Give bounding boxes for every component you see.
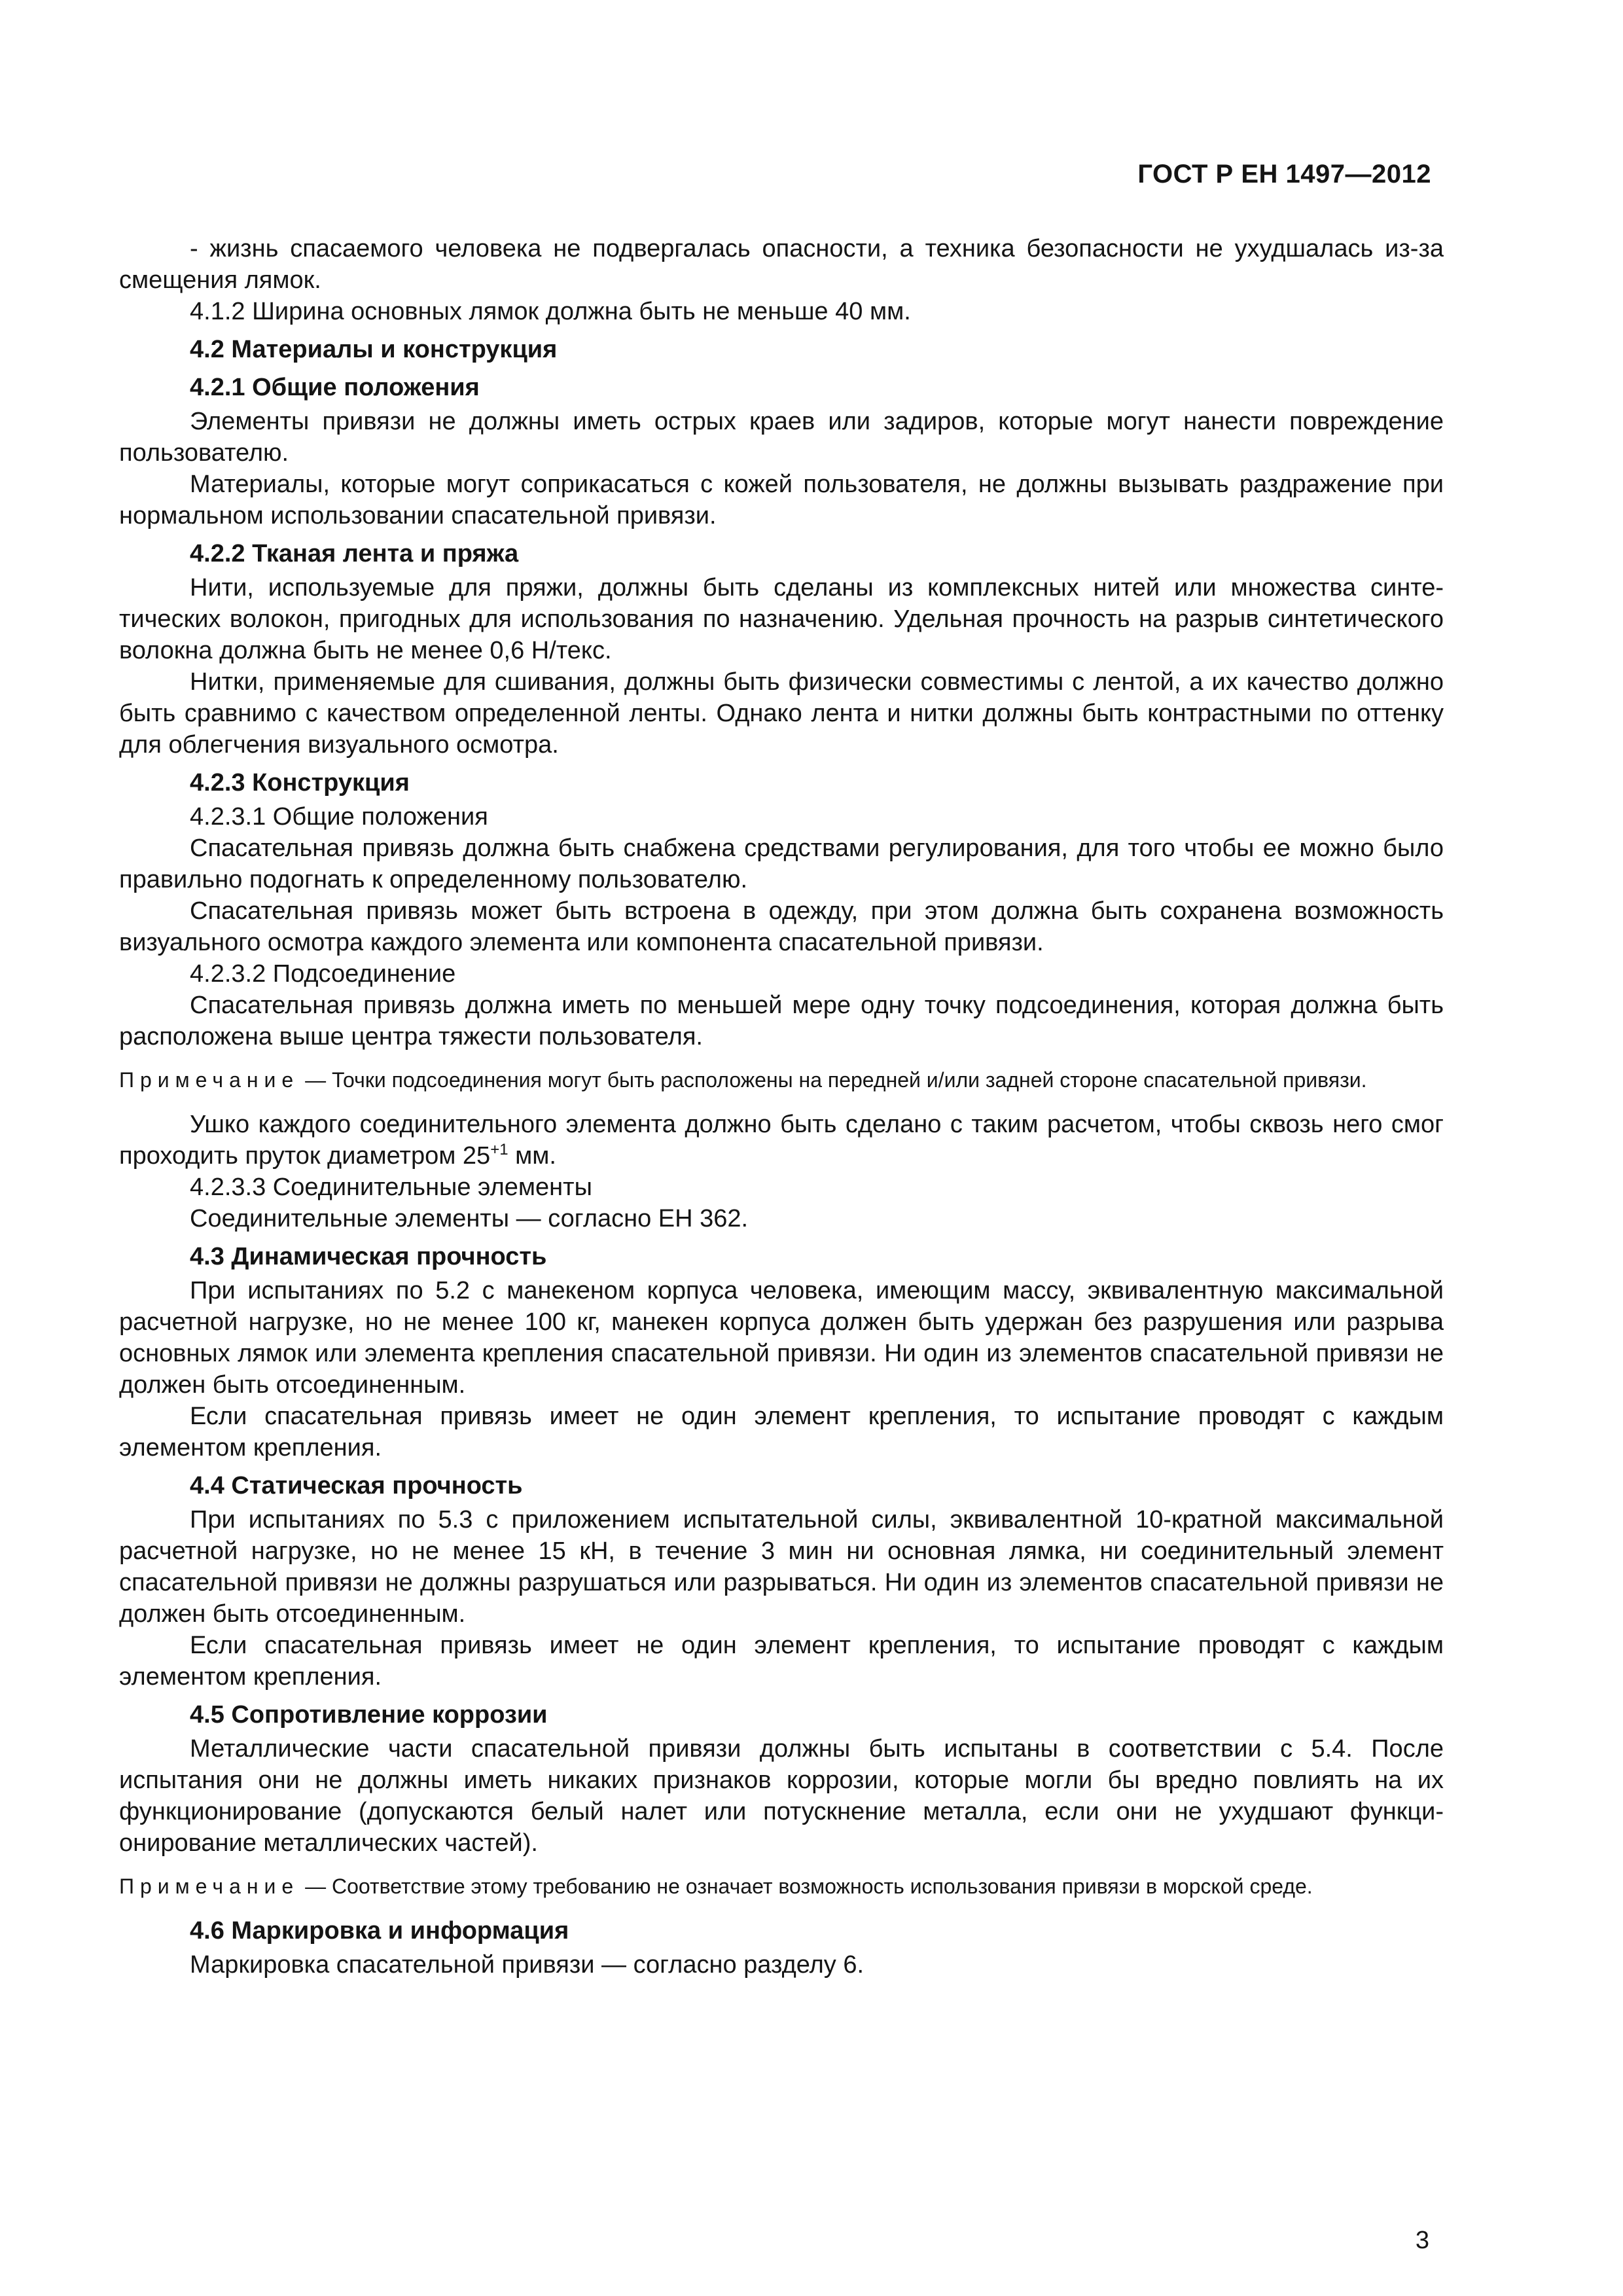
section-heading: 4.2 Материалы и конструкция bbox=[190, 336, 558, 363]
note-paragraph bbox=[119, 1872, 1444, 1901]
body-paragraph: При испытаниях по 5.3 с приложением испытательной силы, эквивалентной 10-кратной максимальной расчетной нагрузке, но не менее 15 кН, в течение 3 мин ни основная лямка, ни соединительный элемент спасательной привязи не должны разрушаться или разрываться. Ни один из элементов спасательной привязи не должен быть отсоединенным. bbox=[119, 1506, 1444, 1628]
section-heading: 4.4 Статическая прочность bbox=[190, 1472, 523, 1499]
body-paragraph: Нити, используемые для пряжи, должны быть сделаны из комплексных нитей или множества синтетических волокон, пригодных для использования по назначению. Удельная прочность на разрыв синтетического волокна должна быть не менее 0,6 Н/текс. bbox=[119, 574, 1444, 664]
section-heading: 4.2.3 Конструкция bbox=[190, 769, 410, 797]
body-paragraph bbox=[119, 1109, 1444, 1172]
subsection-heading: 4.2.3.3 Соединительные элементы bbox=[190, 1174, 592, 1201]
body-paragraph: Нитки, применяемые для сшивания, должны быть физически совместимы с лентой, а их качество должно быть сравнимо с качеством определенной ленты. Однако лента и нитки должны быть контрастными по оттенку для облегчения визуального осмотра. bbox=[119, 668, 1444, 759]
note-text: — Соответствие этому требованию не означает возможность использования привязи в морской среде. bbox=[305, 1874, 1313, 1898]
document-body bbox=[119, 233, 1444, 1981]
subsection-heading: 4.2.3.1 Общие положения bbox=[190, 803, 488, 831]
body-paragraph: Спасательная привязь должна быть снабжена средствами регулирования, для того чтобы ее можно было правильно подогнать к определенному пользователю. bbox=[119, 834, 1444, 893]
body-paragraph: Металлические части спасательной привязи должны быть испытаны в соответствии с 5.4. После испытания они не должны иметь никаких признаков коррозии, которые могли бы вредно повлиять на их функционирование (допускаются белый налет или потускнение металла, если они не ухудшают функционирование металлических частей). bbox=[119, 1735, 1444, 1857]
body-paragraph: Спасательная привязь может быть встроена в одежду, при этом должна быть сохранена возможность визуального осмотра каждого элемента или компонента спасательной привязи. bbox=[119, 897, 1444, 956]
body-paragraph: Соединительные элементы — согласно ЕН 362. bbox=[190, 1205, 749, 1232]
subsection-heading: 4.2.3.2 Подсоединение bbox=[190, 960, 456, 988]
note-label: Примечание bbox=[119, 1874, 300, 1898]
body-paragraph: Элементы привязи не должны иметь острых краев или задиров, которые могут нанести повреждение пользователю. bbox=[119, 408, 1444, 467]
body-paragraph: Материалы, которые могут соприкасаться с кожей пользователя, не должны вызывать раздражение при нормальном использовании спасательной привязи. bbox=[119, 471, 1444, 529]
section-heading: 4.2.2 Тканая лента и пряжа bbox=[190, 540, 519, 567]
body-paragraph: Если спасательная привязь имеет не один элемент крепления, то испытание проводят с каждым элементом крепления. bbox=[119, 1403, 1444, 1462]
tolerance-superscript: +1 bbox=[490, 1141, 508, 1158]
section-heading: 4.3 Динамическая прочность bbox=[190, 1243, 547, 1270]
section-heading: 4.6 Маркировка и информация bbox=[190, 1917, 569, 1945]
page-number: 3 bbox=[1415, 2227, 1429, 2254]
paragraph-text: Ушко каждого соединительного элемента должно быть сделано с таким расчетом, чтобы сквозь него смог проходить пруток диаметром bbox=[119, 1111, 1444, 1170]
document-code-header: ГОСТ Р ЕН 1497—2012 bbox=[1137, 160, 1431, 188]
body-paragraph: Спасательная привязь должна иметь по меньшей мере одну точку подсоединения, которая должна быть расположена выше центра тяжести пользователя. bbox=[119, 992, 1444, 1050]
unit-text: мм. bbox=[508, 1142, 556, 1170]
section-heading: 4.5 Сопротивление коррозии bbox=[190, 1701, 548, 1729]
note-text: — Точки подсоединения могут быть расположены на передней и/или задней стороне спасательной привязи. bbox=[305, 1068, 1367, 1092]
note-paragraph bbox=[119, 1066, 1444, 1094]
note-label: Примечание bbox=[119, 1068, 300, 1092]
section-heading: 4.2.1 Общие положения bbox=[190, 374, 480, 401]
diameter-value: 25 bbox=[462, 1142, 491, 1170]
body-paragraph: Маркировка спасательной привязи — согласно разделу 6. bbox=[190, 1951, 865, 1979]
body-paragraph: При испытаниях по 5.2 с манекеном корпуса человека, имеющим массу, эквивалентную максимальной расчетной нагрузке, но не менее 100 кг, манекен корпуса должен быть удержан без разрушения или разрыва основных лямок или элемента крепления спасательной привязи. Ни один из элементов спасательной привязи не должен быть отсоединенным. bbox=[119, 1277, 1444, 1399]
body-paragraph: - жизнь спасаемого человека не подвергалась опасности, а техника безопасности не ухудшалась из-за смещения лямок. bbox=[119, 235, 1444, 294]
body-paragraph: 4.1.2 Ширина основных лямок должна быть не меньше 40 мм. bbox=[190, 298, 911, 325]
body-paragraph: Если спасательная привязь имеет не один элемент крепления, то испытание проводят с каждым элементом крепления. bbox=[119, 1632, 1444, 1691]
